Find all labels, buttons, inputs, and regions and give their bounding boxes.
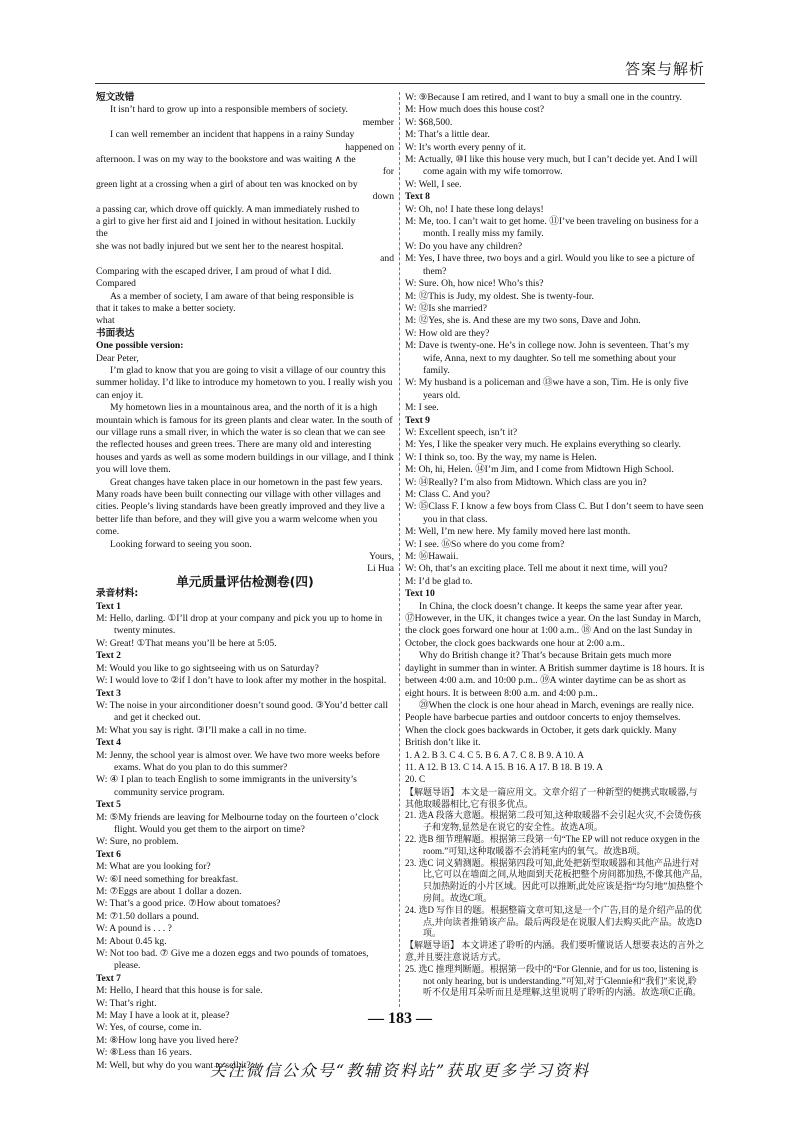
left-line: Text 5 [96, 799, 121, 811]
right-line: M: ⑫Yes, she is. And these are my two sons, Dave and John. [405, 315, 641, 327]
left-line: a girl to give her first aid and I joined in without hesitation. Luckily [96, 216, 356, 228]
left-line: W: Great! ①That means you’ll be here at 5:05. [96, 637, 277, 649]
left-line: Dear Peter, [96, 352, 139, 364]
right-line: W: ⑨Because I am retired, and I want to buy a small one in the country. [405, 92, 682, 103]
left-line: It isn’t hard to grow up into a responsible members of society. [110, 104, 348, 116]
left-line: Looking forward to seeing you soon. [110, 538, 252, 550]
right-line: W: Oh, no! I hate these long delays! [405, 203, 544, 215]
right-line: W: It’s worth every penny of it. [405, 141, 526, 153]
left-line: what [96, 315, 115, 327]
right-line: 25. 选C 推理判断题。根据第一段中的“For Glennie, and for us too, listening is not only hearing, but is understanding.”可知,对于Glennie和“我们”来说,聆听不仅是用耳朵听而且是理解,这里说明了聆听的内涵。故选项C正确。 [405, 963, 702, 998]
left-line: M: Would you like to go sightseeing with us on Saturday? [96, 662, 319, 674]
left-line: M: May I have a look at it, please? [96, 1010, 230, 1022]
left-line: Compared [96, 278, 136, 290]
right-line: M: I’d be glad to. [405, 575, 473, 587]
left-line: Text 7 [96, 972, 121, 984]
right-line: Text 9 [405, 414, 430, 426]
left-line: 短文改错 [96, 92, 135, 103]
left-line: M: ⑧How long have you lived here? [96, 1034, 239, 1046]
left-line: One possible version: [96, 340, 184, 352]
left-line: M: ⑦Eggs are about 1 dollar a dozen. [96, 886, 242, 897]
right-line: W: Oh, that’s an exciting place. Tell me about it next time, will you? [405, 563, 668, 575]
right-line: 24. 选D 写作目的题。根据整篇文章可知,这是一个广告,目的是介绍产品的优点,并向读者推销该产品。最后两段是在说服人们去购买此产品。故选D项。 [405, 904, 702, 939]
right-line: M: I see. [405, 402, 439, 414]
right-line: W: Sure. Oh, how nice! Who’s this? [405, 278, 544, 290]
left-line: down [372, 191, 394, 203]
left-line: M: Well, but why do you want to sell it? [96, 1059, 251, 1071]
right-line: Text 10 [405, 588, 435, 600]
header-title: 答案与解析 [624, 60, 705, 78]
left-line: Comparing with the escaped driver, I am proud of what I did. [96, 265, 332, 277]
right-line: M: Dave is twenty-one. He’s in college now. John is seventeen. That’s my wife, Anna, next to my daughter. So tell me something about your family. [405, 340, 690, 376]
left-line: happened on [345, 141, 394, 153]
right-line: M: How much does this house cost? [405, 104, 545, 116]
left-line: green light at a crossing when a girl of about ten was knocked on by [96, 178, 358, 190]
left-line: 书面表达 [96, 327, 135, 339]
right-line: M: Yes, I have three, two boys and a girl. Would you like to see a picture of them? [405, 253, 695, 277]
right-line: In China, the clock doesn’t change. It keeps the same year after year. ⑰However, in the UK, it changes twice a year. On the last Sunday in March, the clock goes forward one hour at 1:00 a.m.. ⑱ And on the last Sunday in October, the clock goes backwards one hour at 2:00 a.m.. [405, 600, 701, 649]
right-line: M: Well, I’m new here. My family moved here last month. [405, 526, 631, 538]
right-line: Why do British change it? That’s because Britain gets much more daylight in summer than in winter. A British summer daytime is 18 hours. It is between 4:00 a.m. and 10:00 p.m.. ⑲A winter daytime can be as short as eight hours. It is between 8:00 a.m. and 4:00 p.m.. [405, 650, 705, 699]
left-line: W: Yes, of course, come in. [96, 1022, 202, 1034]
left-line: Text 6 [96, 848, 121, 860]
right-line: M: Me, too. I can’t wait to get home. ⑪I’ve been traveling on business for a month. I really miss my family. [405, 216, 699, 240]
right-line: M: That’s a little dear. [405, 129, 490, 141]
right-column [405, 92, 705, 999]
left-line: for [382, 166, 394, 178]
right-line: M: Class C. And you? [405, 489, 491, 500]
left-line: I’m glad to know that you are going to visit a village of our country this summer holiday. I’d like to introduce my hometown to you. I really wish you can enjoy it. [96, 364, 393, 401]
left-line: M: What you say is right. ③I’ll make a call in no time. [96, 724, 307, 736]
left-line: Li Hua [367, 563, 394, 575]
left-line: M: About 0.45 kg. [96, 935, 167, 947]
left-line: M: Hello, darling. ①I’ll drop at your company and pick you up to home in twenty minutes. [96, 613, 383, 637]
left-line: W: ⑥I need something for breakfast. [96, 873, 238, 885]
right-line: 23. 选C 词义猜测题。根据第四段可知,此处把新型取暖器和其他产品进行对比,它可以在墙面之间,从地面到天花板把整个房间都加热,不像其他产品,只加热附近的小片区域。因此可以推断,此处应该是指“均匀地”加热整个房间。故选C项。 [405, 857, 704, 903]
right-line: M: Actually, ⑩I like this house very much, but I can’t decide yet. And I will come again with my wife tomorrow. [405, 154, 698, 178]
right-line: W: $68,500. [405, 116, 453, 128]
left-line: she was not badly injured but we sent her to the nearest hospital. [96, 240, 344, 252]
right-line: 【解题导语】 本文是一篇应用文。文章介绍了一种新型的便携式取暖器,与其他取暖器相比,它有很多优点。 [405, 786, 698, 809]
left-line: M: ⑦1.50 dollars a pound. [96, 910, 199, 922]
right-line: M: ⑫This is Judy, my oldest. She is twenty-four. [405, 290, 594, 302]
column-divider [399, 92, 400, 1007]
left-line: the [96, 228, 108, 240]
left-line: 单元质量评估检测卷(四) [176, 573, 314, 589]
right-line: M: Yes, I like the speaker very much. He explains everything so clearly. [405, 439, 681, 451]
left-line: W: That’s a good price. ⑦How about tomatoes? [96, 898, 281, 910]
left-line: As a member of society, I am aware of that being responsible is [110, 290, 354, 302]
left-line: Text 4 [96, 737, 121, 749]
left-line: afternoon. I was on my way to the bookstore and was waiting ∧ the [96, 154, 356, 166]
left-line: and [380, 253, 394, 265]
right-line: W: ⑭Really? I’m also from Midtown. Which class are you in? [405, 476, 647, 488]
right-line: M: Oh, hi, Helen. ⑭I’m Jim, and I come from Midtown High School. [405, 464, 674, 476]
right-line: W: I think so, too. By the way, my name is Helen. [405, 451, 597, 463]
right-line: 1. A 2. B 3. C 4. C 5. B 6. A 7. C 8. B 9. A 10. A [405, 750, 585, 761]
right-line: W: My husband is a policeman and ⑬we have a son, Tim. He is only five years old. [405, 377, 689, 401]
header-rule [95, 83, 705, 84]
left-line: W: ④ I plan to teach English to some immigrants in the university’s community service program. [96, 774, 357, 798]
left-line: 录音材料: [96, 588, 139, 600]
right-line: 21. 选A 段落大意题。根据第二段可知,这种取暖器不会引起火灾,不会烫伤孩子和宠物,显然是在说它的安全性。故选A项。 [405, 810, 702, 833]
left-line: W: The noise in your airconditioner doesn’t sound good. ③You’d better call and get it checked out. [96, 699, 389, 724]
right-line: W: ⑫Is she married? [405, 302, 487, 314]
left-line: W: Sure, no problem. [96, 836, 179, 848]
left-column [96, 92, 394, 1072]
right-line: W: I see. ⑯So where do you come from? [405, 538, 565, 550]
right-line: W: ⑮Class F. I know a few boys from Class C. But I don’t seem to have seen you in that class. [405, 501, 704, 525]
left-line: W: A pound is . . . ? [96, 923, 172, 935]
right-line: M: ⑯Hawaii. [405, 551, 459, 563]
left-line: M: What are you looking for? [96, 861, 211, 873]
right-line: W: How old are they? [405, 327, 490, 339]
left-line: Text 2 [96, 650, 121, 662]
right-line: 20. C [405, 775, 426, 786]
left-line: My hometown lies in a mountainous area, and the north of it is a high mountain which is famous for its green plants and clear water. In the south of our village runs a small river, in which the water is so clean that we can see the reflected houses and green trees. There are many old and interesting houses and yards as well as some modern buildings in our village, and I think you will love them. [96, 402, 394, 476]
right-line: W: Do you have any children? [405, 240, 523, 252]
right-line: W: Excellent speech, isn’t it? [405, 426, 518, 438]
right-line: 22. 选B 细节理解题。根据第三段第一句“The EP will not reduce oxygen in the room.”可知,这种取暖器不会消耗室内的氧气。故选B项。 [405, 833, 700, 856]
left-line: Yours, [369, 551, 394, 563]
left-line: W: Not too bad. ⑦ Give me a dozen eggs and two pounds of tomatoes, please. [96, 948, 369, 972]
left-line: that it takes to make a better society. [96, 302, 236, 314]
right-line: W: Well, I see. [405, 178, 462, 190]
left-line: W: ⑧Less than 16 years. [96, 1047, 192, 1059]
left-line: Text 1 [96, 600, 121, 612]
right-line: Text 8 [405, 191, 430, 203]
left-line: W: I would love to ②if I don’t have to look after my mother in the hospital. [96, 675, 387, 687]
left-line: member [362, 116, 394, 128]
left-line: W: That’s right. [96, 997, 157, 1009]
left-line: M: Hello, I heard that this house is for sale. [96, 985, 263, 997]
page-number: — 183 — [368, 1010, 432, 1027]
left-line: a passing car, which drove off quickly. A man immediately rushed to [96, 203, 360, 215]
left-line: I can well remember an incident that happens in a rainy Sunday [110, 129, 355, 141]
footer-note: 关注微信公众号“教辅资料站”获取更多学习资料 [209, 1061, 591, 1080]
left-line: Great changes have taken place in our hometown in the past few years. Many roads have been built connecting our village with other villages and cities. People’s living standards have been greatly improved and they live a better life than before, and they will give you a warm welcome when you come. [96, 476, 385, 538]
left-line: M: ⑤My friends are leaving for Melbourne today on the fourteen o’clock flight. Would you get them to the airport on time? [96, 811, 379, 835]
left-line: Text 3 [96, 687, 121, 699]
right-line: ⑳When the clock is one hour ahead in March, evenings are really nice. People have barbecue parties and outdoor concerts to enjoy themselves. When the clock goes backwards in October, it gets dark quickly. Many British don’t like it. [405, 699, 694, 749]
right-line: 11. A 12. B 13. C 14. A 15. B 16. A 17. B 18. B 19. A [405, 762, 604, 773]
right-line: 【解题导语】 本文讲述了聆听的内涵。我们要听懂说话人想要表达的言外之意,并且要注意说话方式。 [405, 940, 705, 962]
left-line: M: Jenny, the school year is almost over. We have two more weeks before exams. What do you plan to do this summer? [96, 749, 380, 773]
